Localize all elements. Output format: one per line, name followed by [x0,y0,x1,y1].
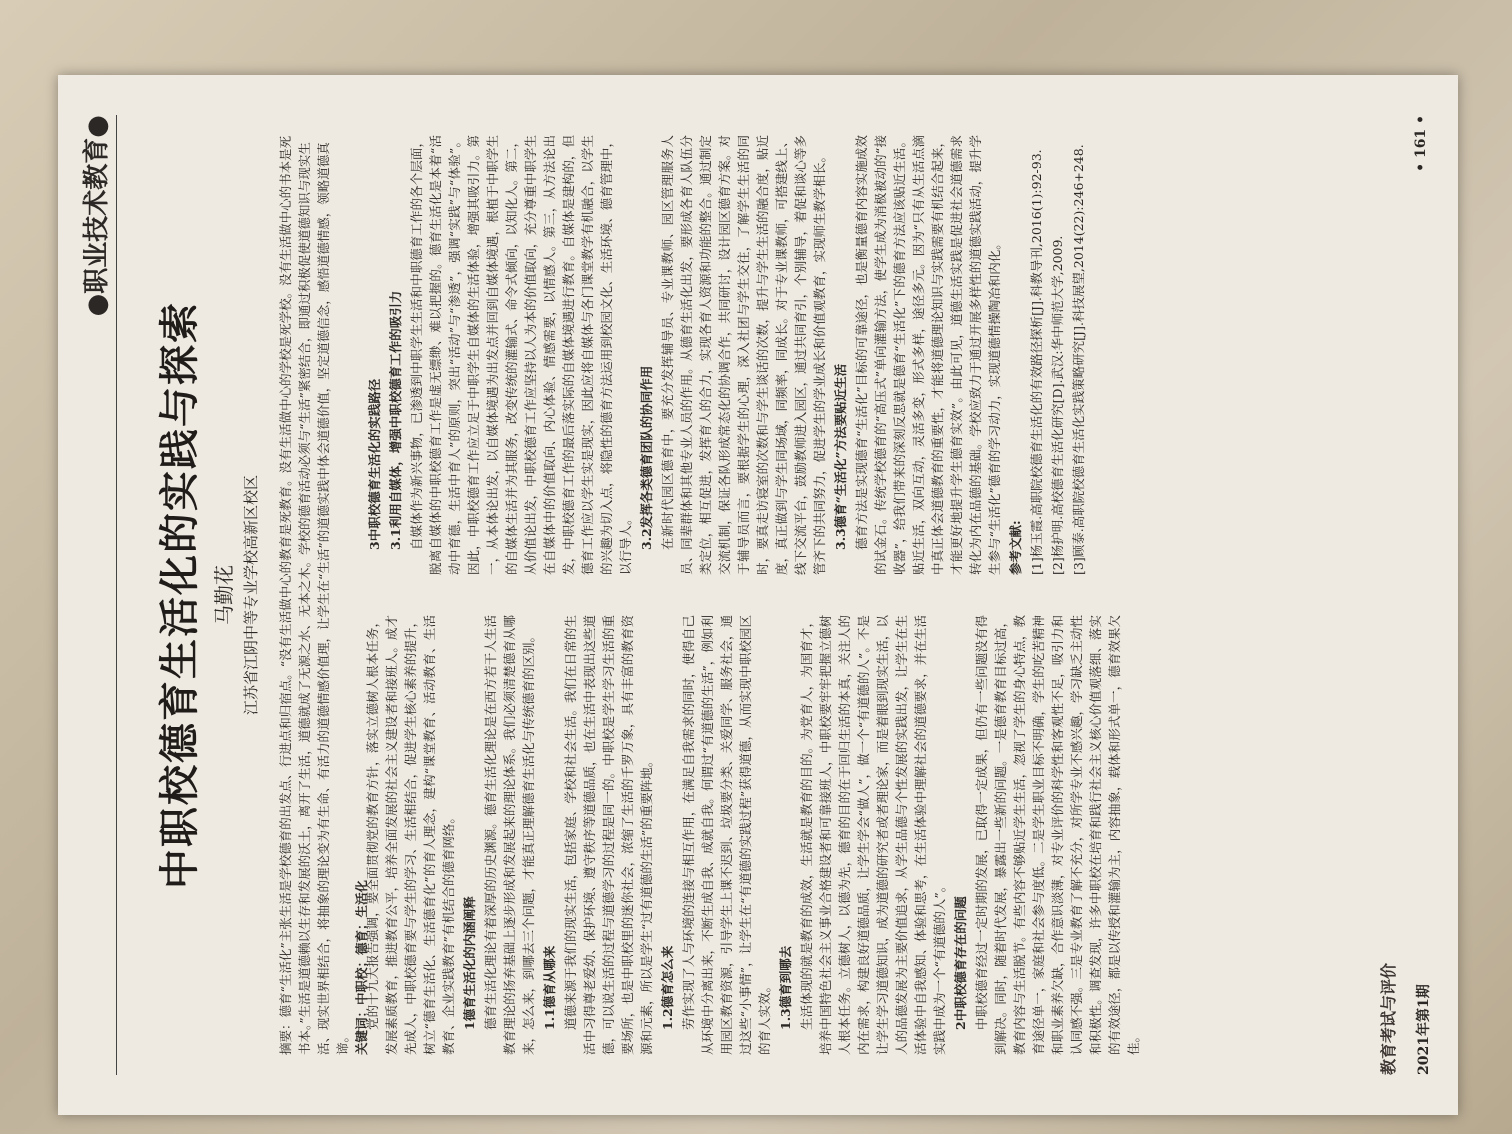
magazine-page [58,75,1458,1115]
section-heading: 2中职校德育存在的问题 [953,896,968,1030]
issue-label: 2021年第1期 [1416,984,1432,1075]
paragraph: 道德来源于我们的现实生活，包括家庭、学校和社会生活。我们在日常的生活中习得尊老爱幼、保护环境、遵守秩序等道德品质，也在生活中表现出这些道德，可以说生活的过程与道德学习的过程是同一的。中职校是学生学习生活的重要场所，也是中职校里的迷你社会，浓缩了生活的千罗万象，具有丰富的教育资源和元素，所以是学生“过有道德的生活”的重要阵地。 [563,615,654,1055]
abstract-text: 摘要：德育“生活化”主张生活是学校德育的出发点、行进点和归宿点。“没有生活做中心的教育是死教育。没有生活做中心的学校是死学校。没有生活做中心的书本是死书本。”生活是道德赖以生存和发展的沃土，离开了生活，道德就成了无源之水、无本之木。学校的德育活动必须与“生活”紧密结合，即通过积极促使道德知识与现实生活、现实世界相结合，将抽象的理论变为有生命、有活力的道德情感价值理，让学生在“生活”的道德实践中体会道德价值，坚定道德信念，感悟道德情感，领略道德真谛。 [278,135,350,1055]
subsection-heading: 3.3德育“生活化”方法要贴近生活 [833,363,848,550]
article-title: 中职校德育生活化的实践与探索 [156,301,203,889]
header-rule [116,115,117,1075]
section-header: ●职业技术教育● [82,115,112,317]
column-right [363,135,1090,575]
subsection-heading: 3.2发挥各类德育团队的协同作用 [639,365,654,550]
references-title: 参考文献: [1008,520,1023,575]
keywords-text: 关键词：中职校；德育；生活化 [354,879,369,1055]
photo-frame [38,55,1468,1115]
section-heading: 1德育生活化的内涵阐释 [462,896,477,1030]
subsection-heading: 1.1德育从哪来 [542,945,557,1030]
paragraph: 自媒体作为新兴事物，已渗透到中职学生生活和中职德育工作的各个层面，脱离自媒体的中职校德育工作是虚无缥缈、难以把握的。德育生活化是本着“活动中育德，生活中育人”的原则，突出“活动”与“渗透”，强调“实践”与“体验”。因此，中职校德育工作应立足于中职学生自媒体的生活体验，增强其吸引力。第一，从本体论出发，以自媒体境遇为出发点并回到自媒体境遇，根植于中职学生的自媒体生活并为其服务，改变传统的灌输式、命令式倾向，以知化人。第二，从价值论出发，中职校德育工作应坚持以人为本的价值取向，充分尊重中职学生在自媒体中的价值取向、内心体验、情感需要，以情感人。第三，从方法论出发，中职校德育工作的最后落实际的自媒体境遇进行教育。自媒体是建构的，但德育工作应以学生实是现实，因此应将自媒体与各门课堂教学有机融合，以学生的兴趣为切入点，将隐性的德育方法运用到校园文化、生活环境、德育管理中，以行导人。 [409,135,633,575]
article-author: 马勤花 [212,565,236,625]
paragraph: 德育生活化理论有着深厚的历史渊源。德育生活化理论是在西方若干人生活教育理论的扬弃基础上逐步形成和发展起来的理论体系。我们必须清楚德育从哪来，怎么来，到哪去三个问题，才能真正理解德育生活化与传统德育的区别。 [483,615,536,1055]
subsection-heading: 3.1利用自媒体，增强中职校德育工作的吸引力 [388,290,403,550]
reference-item: [1]杨玉霞.高职院校德育生活化的有效路径探析[J].科教导刊,2016(1):92-93. [1029,149,1044,575]
paragraph: 劳作实现了人与环境的连接与相互作用，在满足自我需求的同时，使得自己从环境中分离出来，不断生成自我、成就自我。何谓过“有道德的生活”，例如利用园区教育资源，引导学生上课不迟到、垃圾要分类、关爱同学、服务社会，通过这些“小事情”，让学生在“有道德的实践过程”获得道德，从而实现中职校园区的育人实效。 [681,615,772,1055]
subsection-heading: 1.3德育到哪去 [778,945,793,1030]
page-number: • 161 • [1413,115,1429,172]
reference-item: [2]杨护明.高校德育生活化研究[D].武汉:华中师范大学,2009. [1050,235,1065,575]
reference-item: [3]顾泰.高职院校德育生活化实践策略研究[J].科技展望,2014(22):246+248. [1071,144,1086,575]
references [1006,135,1088,575]
paragraph: 在新时代园区德育中，要充分发挥辅导员、专业课教师、园区管理服务人员、同辈群体和其他专业人员的作用。从德育生活化出发，要形成各育人队伍分类定位，相互促进，发挥育人的合力，实现各育人资源和功能的整合。通过制定交流机制，保证各队形成常态化的协调合作，共同研讨，设计园区德育方案。对于辅导员而言，要根据学生的心理，深入社团与学生交往，了解学生生活的同时，要真走访寝室的次数和与学生谈话的次数，提升与学生生活的融合度，贴近度，真正做到与学生同场域，同频率，同成长。对于专业课教师，可搭建线上、线下交流平台，鼓励教师进入园区，通过共同育引，个别辅导，着促和谈心等多管齐下的共同努力，促进学生的学业成长和价值观教育，实现师生教学相长。 [660,135,827,575]
column-left [363,615,1145,1055]
subsection-heading: 1.2德育怎么来 [660,945,675,1030]
article-affiliation: 江苏省江阴中等专业学校高新区校区 [242,475,260,716]
paragraph: 德育方法是实现德育“生活化”目标的可靠途径，也是衡量德育内容实施成效的试金石。传统学校德育的“高压式”单向灌输方法，使学生成为消极被动的“接收器”，给我们带来的深刻反思就是德育“生活化”下的德育方法应该贴近生活。贴近生活，双向互动，灵活多变，形式多样，途径多元。因为“只有从生活点滴中真正体会道德教育的重要性，才能将道德理论知识与实践需要有机结合起来，才能更好地提升学生德育实效”。由此可见，道德生活实践是促进社会道德需求转化为内在品德的基础。学校应致力于通过开展多样性的道德实践活动，提升学生参与“生活化”德育的学习动力，实现道德情操陶冶和内化。 [854,135,1002,575]
journal-header: 教育考试与评价 [1379,962,1398,1075]
abstract-block [276,135,371,1055]
paragraph: 党的十九大报告强调，要全面贯彻党的教育方针，落实立德树人根本任务，发展素质教育，推进教育公平，培养全面发展的社会主义建设者和接班人。成才先成人，中职校德育要与学生的学习、生活相结合，促进学生核心素养的提升，树立“德育生活化、生活德育化”的育人理念，建构“课堂教育、活动教育、生活教育、企业实践教育”有机结合的德育网络。 [365,615,456,1055]
section-heading: 3中职校德育生活化的实践路径 [367,378,382,550]
paragraph: 中职校德育经过一定时期的发展，已取得一定成果，但仍有一些问题没有得到解决。同时，随着时代发展，暴露出一些新的问题。一是德育教育目标过高，教育内容与生活脱节。有些内容不够贴近学生生活，忽视了学生的身心特点，教育途径单一，家庭和社会参与度低。二是学生职业目标不明确，学生的吃苦精神和职业素养欠缺，合作意识淡薄，对专业评价的科学性和客观性不足，吸引力和认同感不强。三是专业教育了解不充分，对所学专业不感兴趣，学习缺乏主动性和积极性。调查发现，许多中职校在培育和践行社会主义核心价值观落细、落实的有效途径，都是以传授和灌输为主，内容抽象，载体和形式单一，德育效果欠佳。 [974,615,1141,1055]
paragraph: 生活体现的就是教育的成效，生活就是教育的目的。为党育人，为国育才，培养中国特色社会主义事业合格建设者和可靠接班人，中职校要牢牢把握立德树人根本任务。立德树人，以德为先，德育的目的在于回归生活的本真，关注人的内在需求，构建良好道德品质，让学生学会“做人”，做一个“有道德的人”。不是让学生学习道德知识，成为道德的研究者或者理论家，而是着眼到现实生活，以人的品德发展为主要价值追求，从学生品德与个性发展的实践出发，让学生在生活体验中自我感知、体验和思考，在生活体验中理解社会的道德要求，并在生活实践中成为一个“有道德的人”。 [799,615,947,1055]
